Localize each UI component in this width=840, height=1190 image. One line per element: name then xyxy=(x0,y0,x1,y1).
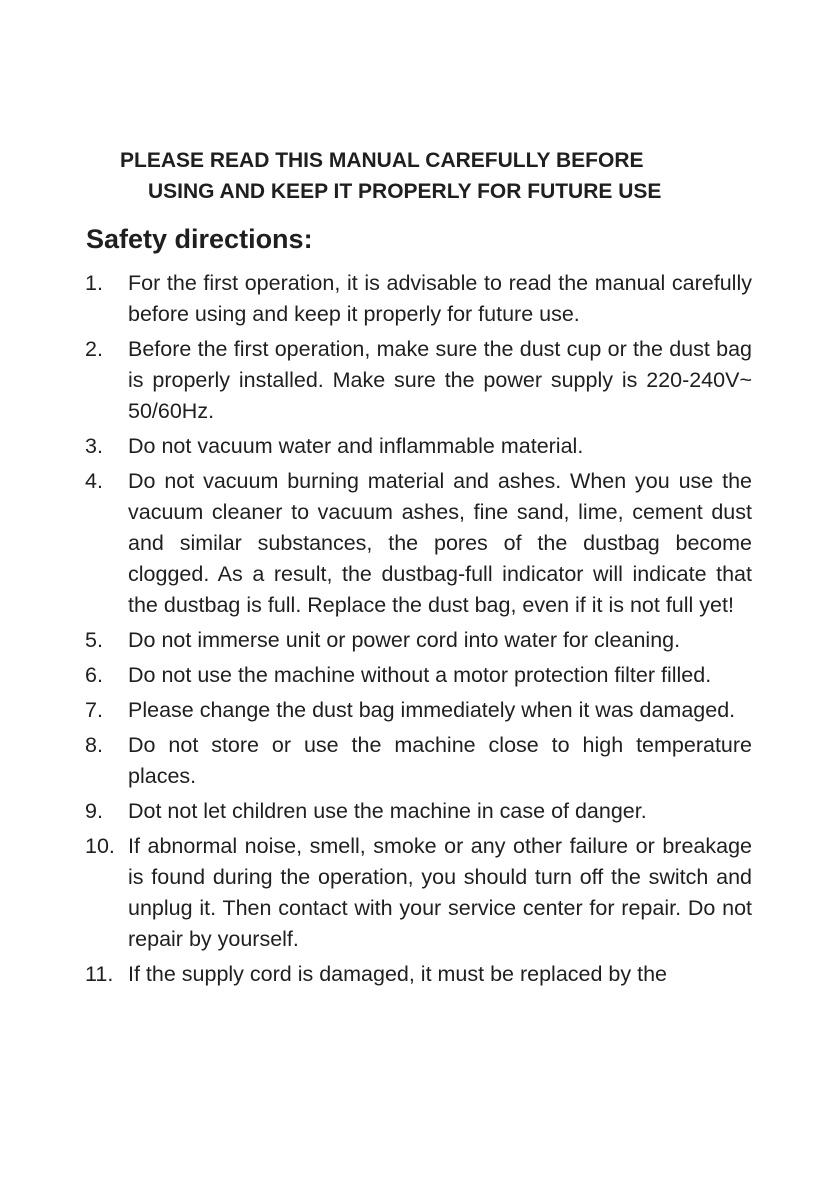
item-text: Please change the dust bag immediately when it was damaged. xyxy=(128,698,736,722)
list-item xyxy=(85,625,752,656)
list-item xyxy=(85,466,752,621)
list-item xyxy=(85,959,752,990)
item-text: Before the first operation, make sure the dust cup or the dust bag is properly installed. Make sure the power supply is 220-240V~ 50/60Hz. xyxy=(128,337,752,423)
item-text: If abnormal noise, smell, smoke or any other failure or breakage is found during the operation, you should turn off the switch and unplug it. Then contact with your service center for repair. Do not repair by yourself. xyxy=(128,834,752,951)
item-number: 10. xyxy=(85,834,115,858)
item-text: If the supply cord is damaged, it must be replaced by the xyxy=(128,962,667,986)
item-text: Do not store or use the machine close to high temperature places. xyxy=(128,733,752,788)
item-text: For the first operation, it is advisable to read the manual carefully before using and keep it properly for future use. xyxy=(128,271,752,326)
item-number: 4. xyxy=(85,469,103,493)
safety-list xyxy=(85,268,752,994)
list-item xyxy=(85,695,752,726)
item-number: 9. xyxy=(85,799,103,823)
list-item xyxy=(85,730,752,792)
list-item xyxy=(85,268,752,330)
item-number: 6. xyxy=(85,663,103,687)
notice-line-2: USING AND KEEP IT PROPERLY FOR FUTURE USE xyxy=(148,180,662,203)
item-number: 7. xyxy=(85,698,103,722)
item-number: 8. xyxy=(85,733,103,757)
section-title: Safety directions: xyxy=(86,224,313,254)
item-text: Dot not let children use the machine in case of danger. xyxy=(128,799,647,823)
item-text: Do not use the machine without a motor protection filter filled. xyxy=(128,663,712,687)
notice-line-1: PLEASE READ THIS MANUAL CAREFULLY BEFORE xyxy=(120,149,644,172)
list-item xyxy=(85,431,752,462)
item-number: 3. xyxy=(85,434,103,458)
item-text: Do not vacuum water and inflammable material. xyxy=(128,434,584,458)
list-item xyxy=(85,660,752,691)
item-number: 2. xyxy=(85,337,103,361)
item-number: 5. xyxy=(85,628,103,652)
list-item xyxy=(85,334,752,427)
item-number: 11. xyxy=(85,962,114,986)
item-text: Do not vacuum burning material and ashes. When you use the vacuum cleaner to vacuum ashes, fine sand, lime, cement dust and similar substances, the pores of the dustbag become clogged. As a result, the dustbag-full indicator will indicate that the dustbag is full. Replace the dust bag, even if it is not full yet! xyxy=(128,469,752,617)
item-number: 1. xyxy=(85,271,103,295)
list-item xyxy=(85,831,752,955)
item-text: Do not immerse unit or power cord into water for cleaning. xyxy=(128,628,681,652)
list-item xyxy=(85,796,752,827)
